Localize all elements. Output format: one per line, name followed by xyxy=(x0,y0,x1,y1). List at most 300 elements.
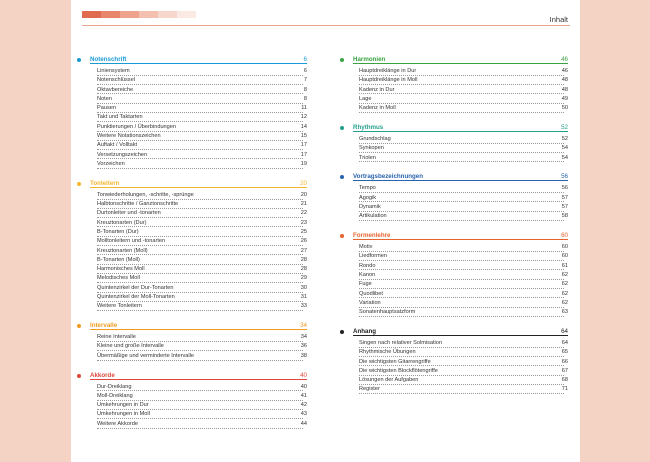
entry-label: Grundschlag xyxy=(359,135,391,142)
toc-entry[interactable] xyxy=(77,210,307,219)
section-bullet-icon xyxy=(340,126,344,130)
dot-leader xyxy=(359,103,564,104)
dot-leader xyxy=(97,93,303,94)
dot-leader xyxy=(97,350,303,351)
entry-label: Umkehrungen in Moll xyxy=(97,411,150,418)
dot-leader xyxy=(97,245,303,246)
toc-entry[interactable] xyxy=(77,393,307,402)
toc-entry[interactable] xyxy=(77,87,307,96)
entry-page-number: 61 xyxy=(561,262,568,269)
toc-section xyxy=(77,180,307,313)
entry-page-number: 60 xyxy=(561,244,568,251)
dot-leader xyxy=(359,375,564,376)
dot-leader xyxy=(97,168,303,169)
entry-page-number: 30 xyxy=(300,284,307,291)
section-title: Formenlehre xyxy=(353,232,391,240)
section-page-number: 34 xyxy=(300,322,307,330)
section-page-number: 46 xyxy=(561,56,568,63)
section-title: Rhythmus xyxy=(353,123,384,131)
entry-label: Notenschlüssel xyxy=(97,77,135,84)
dot-leader xyxy=(97,409,303,410)
toc-entry[interactable] xyxy=(77,192,307,201)
toc-entry[interactable] xyxy=(340,386,568,395)
toc-entry[interactable] xyxy=(77,77,307,86)
entry-page-number: 54 xyxy=(561,154,568,161)
entry-page-number: 36 xyxy=(300,343,307,350)
section-heading[interactable] xyxy=(340,56,568,65)
toc-entry[interactable] xyxy=(77,343,307,352)
toc-entry[interactable] xyxy=(77,96,307,105)
toc-column-right xyxy=(340,56,568,405)
dot-leader xyxy=(97,400,303,401)
entry-page-number: 71 xyxy=(561,386,568,393)
entry-page-number: 48 xyxy=(561,77,568,84)
section-title: Anhang xyxy=(353,327,377,335)
section-rule xyxy=(90,379,307,380)
dot-leader xyxy=(359,211,564,212)
dot-leader xyxy=(359,143,564,144)
dot-leader xyxy=(97,199,303,200)
toc-entry[interactable] xyxy=(340,377,568,386)
toc-section xyxy=(77,372,307,430)
section-heading[interactable] xyxy=(340,232,568,241)
dot-leader xyxy=(97,149,303,150)
toc-entry[interactable] xyxy=(340,300,568,309)
entry-label: Artikulation xyxy=(359,213,387,220)
dot-leader xyxy=(97,390,303,391)
toc-entry[interactable] xyxy=(340,340,568,349)
entry-page-number: 8 xyxy=(303,95,307,102)
dot-leader xyxy=(97,282,303,283)
entry-label: Liniensystem xyxy=(97,68,130,74)
entry-label: Quintenzirkel der Dur-Tonarten xyxy=(97,284,174,291)
dot-leader xyxy=(359,307,564,308)
entry-label: Weitere Tonleitern xyxy=(97,303,142,310)
entry-page-number: 31 xyxy=(300,294,307,301)
entry-label: Versetzungszeichen xyxy=(97,151,148,158)
toc-entry[interactable] xyxy=(77,114,307,123)
entry-label: Quodlibet xyxy=(359,290,383,297)
entry-label: Rondo xyxy=(359,262,376,269)
dot-leader xyxy=(97,236,303,237)
entry-label: Motiv xyxy=(359,244,373,251)
section-page-number: 52 xyxy=(561,123,568,131)
toc-entry[interactable] xyxy=(77,303,307,312)
toc-entry[interactable] xyxy=(77,68,307,77)
entry-page-number: 67 xyxy=(561,367,568,374)
entry-label: Harmonisches Moll xyxy=(97,266,145,273)
dot-leader xyxy=(97,341,303,342)
entry-label: Halbtonschritte / Ganztonschritte xyxy=(97,201,179,208)
toc-entry[interactable] xyxy=(340,309,568,318)
entry-list xyxy=(340,136,568,164)
dot-leader xyxy=(359,112,564,113)
dot-leader xyxy=(359,393,564,394)
entry-page-number: 49 xyxy=(561,95,568,102)
entry-label: Umkehrungen in Dur xyxy=(97,402,149,409)
section-title: Intervalle xyxy=(90,322,118,330)
entry-page-number: 21 xyxy=(300,201,307,208)
color-swatch xyxy=(82,11,101,18)
entry-list xyxy=(77,192,307,313)
entry-label: Weitere Akkorde xyxy=(97,420,138,427)
toc-entry[interactable] xyxy=(340,263,568,272)
toc-entry[interactable] xyxy=(340,253,568,262)
dot-leader xyxy=(359,152,564,153)
entry-label: Kanon xyxy=(359,271,376,278)
section-heading[interactable] xyxy=(340,124,568,133)
entry-label: Kleine und große Intervalle xyxy=(97,343,164,350)
entry-label: Weitere Notationszeichen xyxy=(97,133,161,140)
toc-entry[interactable] xyxy=(77,142,307,151)
section-bullet-icon xyxy=(340,330,344,334)
entry-page-number: 65 xyxy=(561,349,568,356)
entry-label: Lösungen der Aufgaben xyxy=(359,377,419,384)
dot-leader xyxy=(359,297,564,298)
entry-page-number: 23 xyxy=(300,219,307,226)
entry-label: Übermäßige und verminderte Intervalle xyxy=(97,352,195,359)
entry-label: Dynamik xyxy=(359,203,381,210)
section-bullet-icon xyxy=(340,234,344,238)
entry-list xyxy=(340,244,568,318)
toc-entry[interactable] xyxy=(340,244,568,253)
entry-label: Auftakt / Volltakt xyxy=(97,142,138,149)
entry-label: Fuge xyxy=(359,281,372,288)
entry-page-number: 22 xyxy=(300,210,307,217)
entry-label: Register xyxy=(359,386,380,393)
toc-entry[interactable] xyxy=(77,275,307,284)
entry-label: Molltonleitern und -tonarten xyxy=(97,238,166,245)
toc-entry[interactable] xyxy=(77,266,307,275)
toc-entry[interactable] xyxy=(77,402,307,411)
entry-label: Reine Intervalle xyxy=(97,334,136,341)
toc-entry[interactable] xyxy=(340,77,568,86)
entry-page-number: 60 xyxy=(561,253,568,260)
section-bullet-icon xyxy=(77,58,81,62)
section-bullet-icon xyxy=(340,175,344,179)
entry-page-number: 43 xyxy=(300,411,307,418)
entry-label: Triolen xyxy=(359,154,376,161)
dot-leader xyxy=(359,201,564,202)
dot-leader xyxy=(359,251,564,252)
color-swatch xyxy=(177,11,196,18)
toc-entry[interactable] xyxy=(77,201,307,210)
dot-leader xyxy=(97,103,303,104)
dot-leader xyxy=(97,264,303,265)
header-color-bar xyxy=(82,11,196,18)
section-heading[interactable] xyxy=(340,328,568,337)
entry-page-number: 8 xyxy=(303,86,307,93)
toc-section xyxy=(340,173,568,222)
toc-entry[interactable] xyxy=(340,272,568,281)
entry-page-number: 6 xyxy=(303,68,307,74)
toc-entry[interactable] xyxy=(77,294,307,303)
entry-label: B-Tonarten (Moll) xyxy=(97,256,140,263)
entry-page-number: 14 xyxy=(300,123,307,130)
section-title: Vortragsbezeichnungen xyxy=(353,173,424,181)
entry-label: Liedformen xyxy=(359,253,387,260)
entry-label: Punktierungen / Überbindungen xyxy=(97,123,176,130)
entry-page-number: 42 xyxy=(300,402,307,409)
toc-entry[interactable] xyxy=(77,238,307,247)
toc-entry[interactable] xyxy=(77,229,307,238)
entry-list xyxy=(340,68,568,114)
entry-label: Die wichtigsten Blockflötengriffe xyxy=(359,367,438,374)
entry-label: Kreuztonarten (Moll) xyxy=(97,247,148,254)
dot-leader xyxy=(359,365,564,366)
section-page-number: 56 xyxy=(561,173,568,181)
section-bullet-icon xyxy=(340,58,344,62)
entry-list xyxy=(77,68,307,170)
entry-page-number: 27 xyxy=(300,247,307,254)
entry-page-number: 62 xyxy=(561,281,568,288)
entry-page-number: 11 xyxy=(301,105,307,112)
entry-label: Kadenz in Moll xyxy=(359,105,396,112)
entry-page-number: 26 xyxy=(300,238,307,245)
toc-entry[interactable] xyxy=(77,411,307,420)
entry-label: Vorzeichen xyxy=(97,160,125,167)
entry-page-number: 48 xyxy=(561,86,568,93)
section-rule xyxy=(353,239,568,240)
dot-leader xyxy=(97,131,303,132)
entry-page-number: 20 xyxy=(300,191,307,198)
toc-section xyxy=(340,56,568,114)
entry-label: Hauptdreiklänge in Dur xyxy=(359,68,417,74)
dot-leader xyxy=(97,428,303,429)
toc-entry[interactable] xyxy=(340,68,568,77)
entry-label: Tempo xyxy=(359,185,376,192)
color-swatch xyxy=(120,11,139,18)
section-heading[interactable] xyxy=(340,173,568,182)
toc-entry[interactable] xyxy=(340,145,568,154)
header-rule xyxy=(82,25,570,26)
entry-label: Variation xyxy=(359,299,381,306)
dot-leader xyxy=(359,75,564,76)
entry-list xyxy=(77,384,307,430)
entry-label: Hauptdreiklänge in Moll xyxy=(359,77,418,84)
section-title: Notenschrift xyxy=(90,56,127,63)
entry-page-number: 68 xyxy=(561,377,568,384)
toc-section xyxy=(77,322,307,362)
dot-leader xyxy=(359,260,564,261)
dot-leader xyxy=(359,384,564,385)
toc-entry[interactable] xyxy=(340,136,568,145)
toc-entry[interactable] xyxy=(77,124,307,133)
toc-entry[interactable] xyxy=(340,359,568,368)
section-heading[interactable] xyxy=(77,180,307,189)
toc-entry[interactable] xyxy=(77,105,307,114)
entry-page-number: 19 xyxy=(300,160,307,167)
entry-label: Rhythmische Übungen xyxy=(359,349,416,356)
dot-leader xyxy=(359,93,564,94)
entry-page-number: 41 xyxy=(300,392,307,399)
entry-label: Singen nach relativer Solmisation xyxy=(359,339,443,346)
toc-entry[interactable] xyxy=(340,291,568,300)
entry-page-number: 17 xyxy=(300,142,307,149)
dot-leader xyxy=(97,292,303,293)
entry-list xyxy=(77,334,307,362)
entry-page-number: 40 xyxy=(300,383,307,390)
dot-leader xyxy=(359,161,564,162)
dot-leader xyxy=(359,347,564,348)
dot-leader xyxy=(97,75,303,76)
toc-entry[interactable] xyxy=(77,285,307,294)
entry-page-number: 50 xyxy=(561,105,568,112)
toc-entry[interactable] xyxy=(77,152,307,161)
toc-entry[interactable] xyxy=(77,161,307,170)
toc-entry[interactable] xyxy=(77,257,307,266)
section-rule xyxy=(90,329,307,330)
entry-label: B-Tonarten (Dur) xyxy=(97,228,139,235)
dot-leader xyxy=(97,360,303,361)
section-page-number: 40 xyxy=(300,371,307,379)
color-swatch xyxy=(139,11,158,18)
section-page-number: 6 xyxy=(303,56,307,63)
section-title: Harmonien xyxy=(353,56,386,63)
color-swatch xyxy=(101,11,120,18)
dot-leader xyxy=(97,217,303,218)
toc-entry[interactable] xyxy=(340,204,568,213)
entry-list xyxy=(340,340,568,396)
entry-page-number: 56 xyxy=(561,185,568,192)
entry-label: Takt und Taktarten xyxy=(97,114,143,121)
color-swatch xyxy=(158,11,177,18)
section-page-number: 60 xyxy=(561,232,568,240)
toc-entry[interactable] xyxy=(77,421,307,430)
entry-label: Die wichtigsten Gitarrengriffe xyxy=(359,358,431,365)
entry-label: Synkopen xyxy=(359,145,384,152)
dot-leader xyxy=(97,84,303,85)
dot-leader xyxy=(97,226,303,227)
toc-entry[interactable] xyxy=(340,185,568,194)
toc-entry[interactable] xyxy=(340,105,568,114)
toc-page xyxy=(71,0,580,462)
dot-leader xyxy=(359,192,564,193)
entry-label: Pausen xyxy=(97,105,116,112)
dot-leader xyxy=(97,121,303,122)
dot-leader xyxy=(97,301,303,302)
entry-page-number: 63 xyxy=(561,309,568,316)
toc-entry[interactable] xyxy=(77,353,307,362)
dot-leader xyxy=(359,84,564,85)
section-heading[interactable] xyxy=(77,56,307,65)
dot-leader xyxy=(97,112,303,113)
section-rule xyxy=(353,131,568,132)
entry-page-number: 64 xyxy=(561,339,568,346)
entry-label: Kreuztonarten (Dur) xyxy=(97,219,147,226)
entry-page-number: 29 xyxy=(300,275,307,282)
entry-page-number: 46 xyxy=(561,68,568,74)
section-rule xyxy=(353,63,568,64)
section-bullet-icon xyxy=(77,182,81,186)
entry-page-number: 33 xyxy=(300,303,307,310)
toc-section xyxy=(77,56,307,170)
entry-page-number: 15 xyxy=(300,133,307,140)
dot-leader xyxy=(359,279,564,280)
entry-page-number: 62 xyxy=(561,299,568,306)
toc-entry[interactable] xyxy=(77,334,307,343)
toc-column-left xyxy=(77,56,307,440)
entry-label: Moll-Dreiklang xyxy=(97,392,133,399)
entry-label: Tonwiederholungen, -schritte, -sprünge xyxy=(97,191,194,198)
entry-label: Dur-Dreiklang xyxy=(97,383,132,390)
section-page-number: 20 xyxy=(300,179,307,187)
dot-leader xyxy=(97,254,303,255)
entry-page-number: 57 xyxy=(561,194,568,201)
section-rule xyxy=(353,180,568,181)
toc-entry[interactable] xyxy=(77,133,307,142)
entry-page-number: 17 xyxy=(300,151,307,158)
toc-section xyxy=(340,328,568,396)
entry-page-number: 52 xyxy=(561,135,568,142)
dot-leader xyxy=(97,273,303,274)
toc-entry[interactable] xyxy=(340,195,568,204)
entry-label: Agogik xyxy=(359,194,377,201)
entry-page-number: 54 xyxy=(561,145,568,152)
dot-leader xyxy=(359,220,564,221)
toc-entry[interactable] xyxy=(340,281,568,290)
entry-page-number: 58 xyxy=(561,213,568,220)
entry-page-number: 25 xyxy=(300,228,307,235)
dot-leader xyxy=(97,140,303,141)
toc-entry[interactable] xyxy=(340,213,568,222)
entry-label: Kadenz in Dur xyxy=(359,86,395,93)
entry-label: Durtonleiter und -tonarten xyxy=(97,210,161,217)
entry-label: Quintenzirkel der Moll-Tonarten xyxy=(97,294,175,301)
section-bullet-icon xyxy=(77,374,81,378)
entry-page-number: 38 xyxy=(300,352,307,359)
toc-entry[interactable] xyxy=(340,87,568,96)
entry-page-number: 28 xyxy=(300,266,307,273)
dot-leader xyxy=(359,316,564,317)
section-rule xyxy=(353,335,568,336)
entry-page-number: 28 xyxy=(300,256,307,263)
section-title: Akkorde xyxy=(90,371,115,379)
entry-label: Melodisches Moll xyxy=(97,275,140,282)
dot-leader xyxy=(359,288,564,289)
page-title: Inhalt xyxy=(549,15,568,24)
toc-entry[interactable] xyxy=(77,220,307,229)
toc-section xyxy=(340,124,568,164)
section-rule xyxy=(90,63,307,64)
toc-entry[interactable] xyxy=(77,248,307,257)
toc-entry[interactable] xyxy=(340,368,568,377)
entry-label: Lage xyxy=(359,95,372,102)
dot-leader xyxy=(97,418,303,419)
toc-entry[interactable] xyxy=(340,155,568,164)
entry-page-number: 34 xyxy=(300,334,307,341)
entry-page-number: 66 xyxy=(561,358,568,365)
entry-page-number: 7 xyxy=(303,77,307,84)
section-page-number: 64 xyxy=(561,327,568,335)
section-title: Tonleitern xyxy=(90,179,120,187)
entry-page-number: 12 xyxy=(300,114,307,121)
entry-page-number: 44 xyxy=(300,420,307,427)
entry-label: Oktavbereiche xyxy=(97,86,134,93)
section-rule xyxy=(90,187,307,188)
toc-entry[interactable] xyxy=(77,384,307,393)
toc-entry[interactable] xyxy=(340,96,568,105)
entry-page-number: 57 xyxy=(561,203,568,210)
entry-list xyxy=(340,185,568,222)
dot-leader xyxy=(97,310,303,311)
entry-label: Noten xyxy=(97,95,112,102)
toc-section xyxy=(340,232,568,318)
dot-leader xyxy=(359,269,564,270)
toc-entry[interactable] xyxy=(340,349,568,358)
section-heading[interactable] xyxy=(77,322,307,331)
section-heading[interactable] xyxy=(77,372,307,381)
